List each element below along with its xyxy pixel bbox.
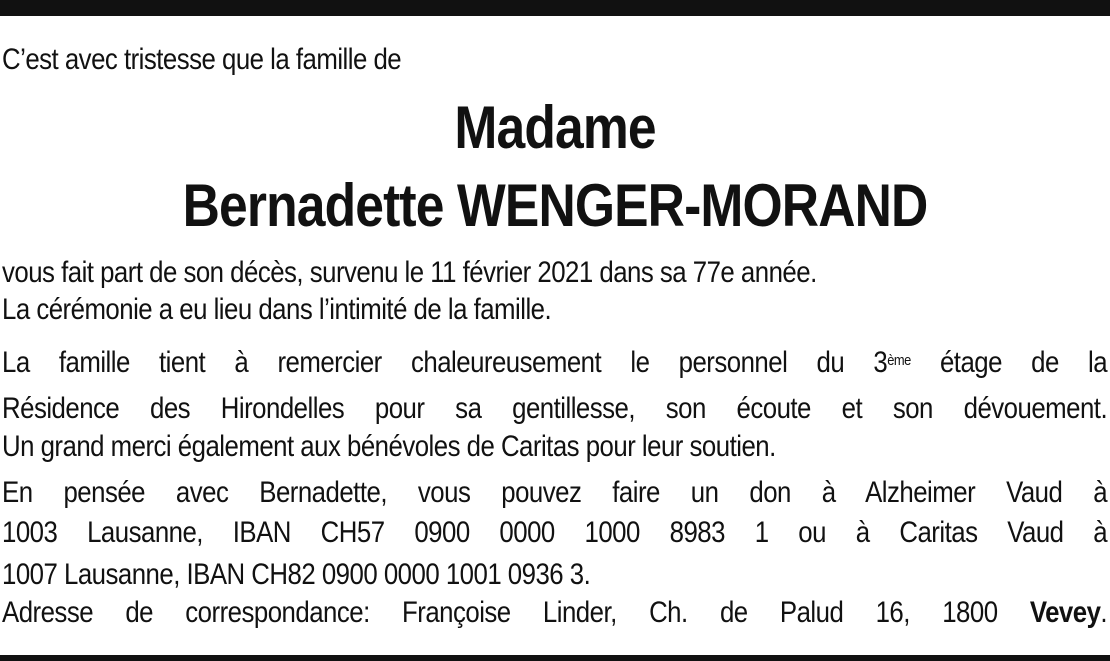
donation-line-2: 1003 Lausanne, IBAN CH57 0900 0000 1000 8983 1 ou à Caritas Vaud à (2, 516, 1108, 549)
donation-line-1: En pensée avec Bernadette, vous pouvez faire un don à Alzheimer Vaud à (2, 476, 1108, 509)
thanks-line-2: Résidence des Hirondelles pour sa gentillesse, son écoute et son dévouement. (2, 392, 1108, 425)
announcement-line-2: La cérémonie a eu lieu dans l’intimité de la famille. (2, 293, 552, 326)
thanks-line-1-start: La famille tient à remercier chaleureusement le personnel du 3 (2, 346, 888, 379)
intro-text: C’est avec tristesse que la famille de (2, 43, 402, 76)
thanks-line-1 (2, 345, 1107, 381)
thanks-line-1-end: étage de la (910, 346, 1108, 379)
deceased-name (0, 174, 1110, 238)
title-text: Madame (454, 94, 656, 161)
title-honorific (0, 96, 1110, 160)
deceased-name-text: Bernadette WENGER-MORAND (182, 172, 928, 239)
address-text: Adresse de correspondance: Françoise Linder, Ch. de Palud 16, 1800 (2, 596, 1030, 629)
donation-line-3: 1007 Lausanne, IBAN CH82 0900 0000 1001 0936 3. (2, 558, 591, 591)
address-end: . (1100, 596, 1108, 629)
thanks-line-3: Un grand merci également aux bénévoles de Caritas pour leur soutien. (2, 430, 776, 463)
correspondence-address (2, 595, 1107, 631)
bottom-border-rule (0, 655, 1110, 661)
floor-ordinal-superscript: ème (887, 352, 911, 369)
announcement-line-1: vous fait part de son décès, survenu le 11 février 2021 dans sa 77e année. (2, 256, 817, 289)
top-border-rule (0, 0, 1110, 16)
address-city: Vevey (1029, 596, 1101, 629)
